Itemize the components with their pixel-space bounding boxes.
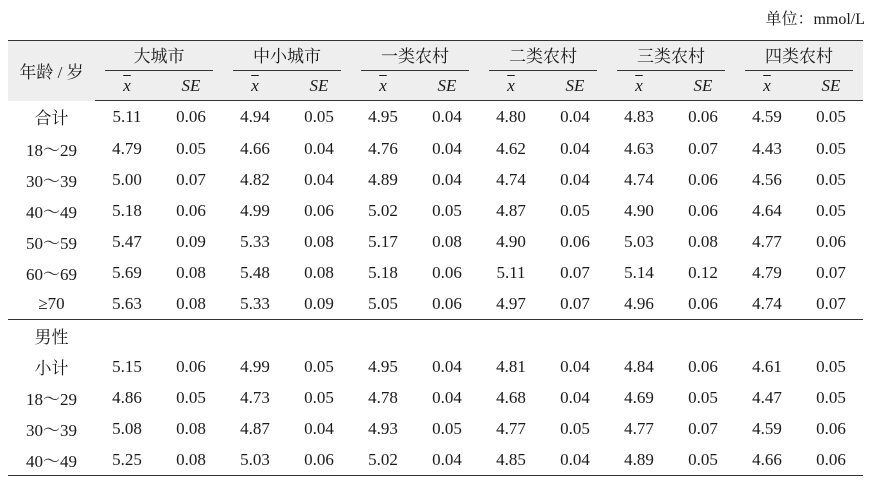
table-row [8, 382, 863, 413]
table-row [8, 413, 863, 444]
mean-cell: 5.18 [112, 200, 142, 220]
mean-cell: 4.89 [607, 444, 671, 476]
mean-cell: 4.68 [496, 387, 526, 407]
se-cell: 0.06 [560, 231, 590, 251]
age-cell: 60～69 [26, 265, 77, 284]
table-row [8, 288, 863, 320]
unit-label: 单位：mmol/L [765, 11, 865, 28]
se-cell: 0.04 [415, 444, 479, 476]
table-row [8, 226, 863, 257]
se-cell: 0.05 [176, 138, 206, 158]
mean-cell: 4.94 [240, 107, 270, 126]
mean-cell: 4.97 [479, 288, 543, 320]
mean-cell: 5.48 [240, 262, 270, 282]
mean-cell: 4.74 [735, 288, 799, 320]
se-cell: 0.05 [816, 107, 846, 126]
se-cell: 0.06 [816, 418, 846, 438]
se-cell: 0.06 [799, 444, 863, 476]
se-cell: 0.08 [304, 262, 334, 282]
se-cell: 0.04 [432, 169, 462, 189]
se-cell: 0.07 [176, 169, 206, 189]
se-cell: 0.06 [304, 200, 334, 220]
se-cell: 0.06 [287, 444, 351, 476]
se-cell: 0.06 [432, 262, 462, 282]
se-cell: 0.04 [560, 387, 590, 407]
se-cell: 0.05 [816, 138, 846, 158]
mean-cell: 5.15 [112, 356, 142, 376]
mean-cell: 5.25 [95, 444, 159, 476]
mean-header: $\overline{x}$ [479, 72, 543, 101]
age-cell: 小计 [34, 359, 69, 378]
se-header: SE [415, 72, 479, 101]
mean-cell: 4.69 [624, 387, 654, 407]
mean-cell: 5.11 [112, 107, 142, 126]
mean-cell: 4.64 [752, 200, 782, 220]
mean-cell: 4.66 [735, 444, 799, 476]
se-cell: 0.05 [671, 444, 735, 476]
table-row [8, 444, 863, 476]
section-label: 男性 [34, 328, 69, 347]
mean-cell: 4.96 [607, 288, 671, 320]
se-header: SE [159, 72, 223, 101]
mean-cell: 4.62 [496, 138, 526, 158]
se-cell: 0.06 [671, 288, 735, 320]
mean-cell: 5.03 [223, 444, 287, 476]
mean-cell: 4.87 [240, 418, 270, 438]
se-cell: 0.04 [304, 169, 334, 189]
se-cell: 0.06 [688, 107, 718, 126]
mean-cell: 4.95 [368, 356, 398, 376]
mean-cell: 4.95 [368, 107, 398, 126]
group-header-rural-2: 二类农村 [479, 41, 607, 73]
mean-cell: 5.33 [223, 288, 287, 320]
table-row [8, 257, 863, 288]
group-header-large-city: 大城市 [95, 41, 223, 73]
se-cell: 0.07 [816, 262, 846, 282]
se-cell: 0.08 [159, 288, 223, 320]
se-cell: 0.08 [176, 418, 206, 438]
mean-header: $\overline{x}$ [735, 72, 799, 101]
se-cell: 0.07 [560, 262, 590, 282]
se-cell: 0.05 [176, 387, 206, 407]
mean-cell: 5.18 [368, 262, 398, 282]
group-header-rural-3: 三类农村 [607, 41, 735, 73]
se-cell: 0.05 [816, 356, 846, 376]
table-body [8, 101, 863, 476]
se-cell: 0.06 [688, 356, 718, 376]
se-cell: 0.05 [304, 107, 334, 126]
se-header: SE [287, 72, 351, 101]
table-row [8, 133, 863, 164]
mean-header: $\overline{x}$ [95, 72, 159, 101]
mean-cell: 4.76 [368, 138, 398, 158]
mean-cell: 5.02 [368, 200, 398, 220]
table-row [8, 195, 863, 226]
se-cell: 0.06 [415, 288, 479, 320]
mean-cell: 4.79 [112, 138, 142, 158]
mean-cell: 4.82 [240, 169, 270, 189]
mean-cell: 4.79 [752, 262, 782, 282]
se-cell: 0.08 [176, 262, 206, 282]
se-cell: 0.07 [799, 288, 863, 320]
mean-cell: 4.87 [496, 200, 526, 220]
mean-cell: 4.59 [752, 107, 782, 126]
se-cell: 0.04 [432, 387, 462, 407]
mean-cell: 4.86 [112, 387, 142, 407]
mean-cell: 5.33 [240, 231, 270, 251]
se-cell: 0.04 [304, 138, 334, 158]
table-row [8, 164, 863, 195]
se-cell: 0.05 [560, 418, 590, 438]
se-cell: 0.06 [176, 200, 206, 220]
mean-cell: 4.56 [752, 169, 782, 189]
se-cell: 0.04 [432, 356, 462, 376]
se-cell: 0.04 [304, 418, 334, 438]
se-cell: 0.08 [159, 444, 223, 476]
mean-cell: 4.66 [240, 138, 270, 158]
se-cell: 0.07 [688, 418, 718, 438]
se-cell: 0.04 [560, 356, 590, 376]
mean-cell: 5.47 [112, 231, 142, 251]
age-cell: 30～39 [26, 421, 77, 440]
se-cell: 0.05 [816, 387, 846, 407]
se-cell: 0.12 [688, 262, 718, 282]
mean-cell: 4.89 [368, 169, 398, 189]
table-header [8, 41, 863, 101]
mean-header: $\overline{x}$ [223, 72, 287, 101]
mean-cell: 5.03 [624, 231, 654, 251]
group-header-rural-1: 一类农村 [351, 41, 479, 73]
mean-cell: 4.99 [240, 200, 270, 220]
section-header-row [8, 320, 863, 352]
se-cell: 0.08 [304, 231, 334, 251]
se-cell: 0.09 [287, 288, 351, 320]
age-cell: 50～59 [26, 234, 77, 253]
mean-cell: 4.77 [752, 231, 782, 251]
mean-cell: 4.99 [240, 356, 270, 376]
se-cell: 0.05 [816, 200, 846, 220]
mean-header: $\overline{x}$ [351, 72, 415, 101]
se-cell: 0.06 [688, 169, 718, 189]
age-cell: 合计 [34, 109, 69, 129]
data-table [8, 40, 863, 476]
se-cell: 0.04 [560, 107, 590, 126]
age-cell: ≥70 [8, 288, 95, 320]
se-cell: 0.04 [543, 444, 607, 476]
mean-cell: 4.81 [496, 356, 526, 376]
mean-cell: 4.85 [479, 444, 543, 476]
table-row [8, 351, 863, 382]
age-cell: 40～49 [8, 444, 95, 476]
age-cell: 40～49 [26, 203, 77, 222]
mean-cell: 4.77 [496, 418, 526, 438]
se-cell: 0.08 [688, 231, 718, 251]
mean-cell: 4.59 [752, 418, 782, 438]
mean-cell: 5.05 [351, 288, 415, 320]
age-cell: 18～29 [26, 141, 77, 160]
mean-cell: 4.90 [624, 200, 654, 220]
se-cell: 0.04 [560, 138, 590, 158]
mean-header: $\overline{x}$ [607, 72, 671, 101]
mean-cell: 4.43 [752, 138, 782, 158]
se-cell: 0.04 [432, 107, 462, 126]
mean-cell: 5.11 [496, 262, 526, 282]
se-cell: 0.08 [432, 231, 462, 251]
mean-cell: 4.74 [624, 169, 654, 189]
mean-cell: 4.63 [624, 138, 654, 158]
mean-cell: 5.02 [351, 444, 415, 476]
mean-cell: 4.83 [624, 107, 654, 126]
mean-cell: 5.00 [112, 169, 142, 189]
mean-cell: 5.17 [368, 231, 398, 251]
group-header-small-city: 中小城市 [223, 41, 351, 73]
se-cell: 0.06 [176, 107, 206, 126]
mean-cell: 4.47 [752, 387, 782, 407]
se-cell: 0.07 [543, 288, 607, 320]
mean-cell: 5.08 [112, 418, 142, 438]
mean-cell: 4.73 [240, 387, 270, 407]
se-cell: 0.05 [816, 169, 846, 189]
se-cell: 0.05 [432, 200, 462, 220]
se-header: SE [799, 72, 863, 101]
se-cell: 0.05 [304, 387, 334, 407]
mean-cell: 5.63 [95, 288, 159, 320]
se-cell: 0.06 [688, 200, 718, 220]
age-column-header: 年龄 / 岁 [8, 41, 95, 101]
mean-cell: 5.69 [112, 262, 142, 282]
mean-cell: 4.80 [496, 107, 526, 126]
table-row [8, 101, 863, 134]
se-cell: 0.06 [176, 356, 206, 376]
mean-cell: 4.77 [624, 418, 654, 438]
mean-cell: 4.90 [496, 231, 526, 251]
age-cell: 18～29 [26, 390, 77, 409]
se-cell: 0.04 [560, 169, 590, 189]
se-header: SE [671, 72, 735, 101]
se-cell: 0.05 [304, 356, 334, 376]
mean-cell: 4.93 [368, 418, 398, 438]
mean-cell: 4.61 [752, 356, 782, 376]
age-cell: 30～39 [26, 172, 77, 191]
mean-cell: 4.78 [368, 387, 398, 407]
se-cell: 0.05 [688, 387, 718, 407]
group-header-rural-4: 四类农村 [735, 41, 863, 73]
se-cell: 0.04 [432, 138, 462, 158]
se-cell: 0.05 [432, 418, 462, 438]
se-header: SE [543, 72, 607, 101]
mean-cell: 5.14 [624, 262, 654, 282]
se-cell: 0.05 [560, 200, 590, 220]
se-cell: 0.06 [816, 231, 846, 251]
mean-cell: 4.74 [496, 169, 526, 189]
se-cell: 0.09 [176, 231, 206, 251]
se-cell: 0.07 [688, 138, 718, 158]
mean-cell: 4.84 [624, 356, 654, 376]
